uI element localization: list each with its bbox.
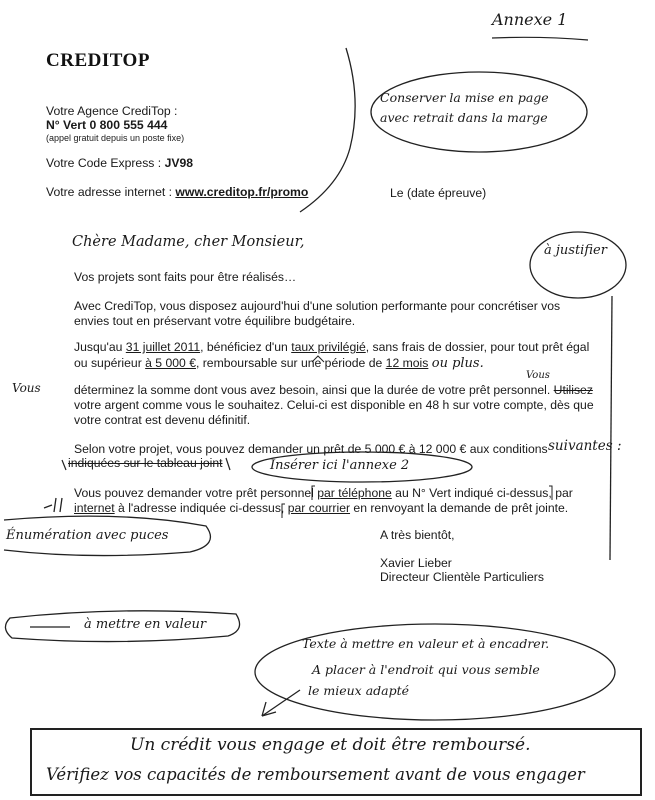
justify-margin-line <box>610 296 612 560</box>
agency-phone: N° Vert 0 800 555 444 <box>46 118 168 132</box>
p5-text-d: à l'adresse indiquée ci-dessus, <box>114 501 288 515</box>
web-address-label: Votre adresse internet : <box>46 185 176 199</box>
annex-label: Annexe 1 <box>492 10 568 29</box>
p3-text: déterminez la somme dont vous avez besoin, ainsi que la durée de votre prêt personnel. <box>74 383 551 397</box>
p5-text-a: Vous pouvez demander votre prêt personnel <box>74 486 318 500</box>
offer-amount: à 5 000 € <box>145 356 196 370</box>
offer-months: 12 mois <box>385 356 429 370</box>
insert-annex-annotation: Insérer ici l'annexe 2 <box>270 458 410 473</box>
paragraph-2-line-1 <box>74 340 589 354</box>
p5-text-b: au N° Vert indiqué ci-dessus, <box>391 486 556 500</box>
contact-mail: par courrier <box>287 501 351 515</box>
framed-warning-line-2: Vérifiez vos capacités de remboursement avant de vous engager <box>46 765 585 784</box>
margin-arrow <box>44 505 52 508</box>
p2-text-a: Jusqu'au <box>74 340 126 354</box>
bullets-annotation: Énumération avec puces <box>6 528 169 543</box>
p3-hand-prefix: Vous <box>12 381 41 395</box>
signer-title: Directeur Clientèle Particuliers <box>380 570 544 584</box>
box-instruction-line-1: Texte à mettre en valeur et à encadrer. <box>302 636 550 651</box>
p2-hand-addition: ou plus. <box>431 356 484 371</box>
p4-hand-addition: suivantes : <box>548 438 622 454</box>
box-instruction-line-3: le mieux adapté <box>308 683 410 698</box>
offer-rate: taux privilégié <box>291 340 366 354</box>
margin-marks <box>54 498 62 512</box>
p2-text-e: , remboursable sur une période de <box>195 356 386 370</box>
justify-annotation: à justifier <box>544 243 607 258</box>
paragraph-2-line-2 <box>74 356 484 371</box>
signer-name: Xavier Lieber <box>380 556 452 570</box>
code-express-label: Votre Code Express : <box>46 156 165 170</box>
contact-phone: par téléphone <box>317 486 392 500</box>
paragraph-1-line-2: envies tout en préservant votre équilibre budgétaire. <box>74 314 356 328</box>
highlight-annotation: à mettre en valeur <box>84 617 207 632</box>
p5-text-c: par <box>555 486 573 500</box>
offer-date: 31 juillet 2011 <box>125 340 201 354</box>
web-address-link[interactable]: www.creditop.fr/promo <box>175 185 309 199</box>
arrow-line <box>262 690 300 716</box>
agency-phone-note: (appel gratuit depuis un poste fixe) <box>46 133 185 143</box>
paragraph-3-line-3: votre contrat est devenu définitif. <box>74 413 251 427</box>
paragraph-5-line-2 <box>74 501 568 515</box>
justify-note-oval <box>530 232 626 298</box>
p3-struck-tail: Utilisez <box>553 383 593 397</box>
annex-underline <box>492 37 588 40</box>
paragraph-5-line-1 <box>74 486 573 500</box>
paragraph-4-line-2-struck: indiquées sur le tableau joint <box>68 456 223 470</box>
agency-label: Votre Agence CrediTop : <box>46 104 178 118</box>
p2-text-c: , sans frais de dossier, pour tout prêt égal <box>365 340 590 354</box>
closing: A très bientôt, <box>380 528 455 542</box>
box-instruction-line-2: A placer à l'endroit qui vous semble <box>312 662 540 677</box>
p2-text-d: ou supérieur <box>74 356 146 370</box>
date-field: Le (date épreuve) <box>390 186 487 200</box>
framed-warning-line-1: Un crédit vous engage et doit être remboursé. <box>130 735 531 755</box>
layout-annotation: Conserver la mise en page avec retrait dans la marge <box>380 90 549 125</box>
paragraph-1-line-1: Avec CrediTop, vous disposez aujourd'hui d'une solution performante pour concrétiser vos <box>74 299 561 313</box>
p3-tail-hand: Vous <box>526 370 550 381</box>
contact-internet: internet <box>74 501 115 515</box>
salutation: Chère Madame, cher Monsieur, <box>72 234 305 250</box>
code-express-value: JV98 <box>164 156 194 170</box>
p5-text-e: en renvoyant la demande de prêt jointe. <box>350 501 569 515</box>
intro-line: Vos projets sont faits pour être réalisés… <box>74 270 297 284</box>
web-address <box>46 185 308 199</box>
paragraph-4-line-1: Selon votre projet, vous pouvez demander un prêt de 5 000 € à 12 000 € aux conditions <box>74 442 548 456</box>
p2-text-b: , bénéficiez d'un <box>200 340 292 354</box>
brand-logo: CREDITOP <box>46 50 150 71</box>
paragraph-3-line-2: votre argent comme vous le souhaitez. Celui-ci est disponible en 48 h sur votre compte, dès que <box>74 398 594 412</box>
arrow-head <box>262 702 276 716</box>
paragraph-3-line-1 <box>74 383 593 397</box>
code-express <box>46 156 193 170</box>
